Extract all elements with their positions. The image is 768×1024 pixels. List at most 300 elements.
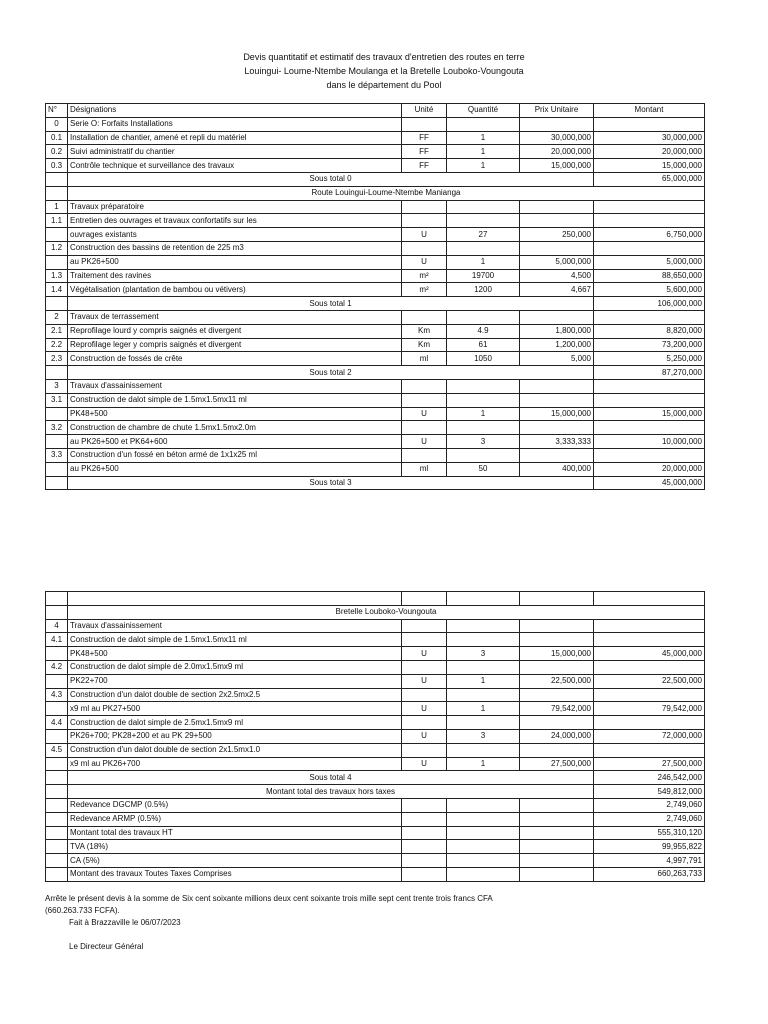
table-row — [46, 407, 705, 421]
amount-cell: 555,310,120 — [594, 826, 705, 840]
designation-cell: Construction de fossés de crête — [68, 352, 402, 366]
table-row — [46, 255, 705, 269]
empty-cell — [46, 366, 68, 380]
unit-price-cell: 79,542,000 — [520, 702, 594, 716]
quantity-cell: 1 — [447, 255, 520, 269]
empty-cell — [46, 297, 68, 311]
empty-cell — [46, 186, 68, 200]
item-number-cell — [46, 840, 68, 854]
table-row — [46, 352, 705, 366]
table-row — [46, 131, 705, 145]
designation-cell: Construction d'un dalot double de section 2x1.5mx1.0 — [68, 743, 402, 757]
item-number-cell: 0 — [46, 117, 68, 131]
title-line-1: Devis quantitatif et estimatif des travaux d'entretien des routes en terre — [243, 52, 525, 62]
amount-cell — [594, 633, 705, 647]
unit-cell — [402, 448, 447, 462]
unit-cell — [402, 241, 447, 255]
unit-cell — [402, 214, 447, 228]
amount-cell: 45,000,000 — [594, 647, 705, 661]
empty-cell — [46, 476, 68, 490]
item-number-cell: 3.3 — [46, 448, 68, 462]
amount-cell: 30,000,000 — [594, 131, 705, 145]
unit-price-cell: 4,500 — [520, 269, 594, 283]
designation-cell: PK26+700; PK28+200 et au PK 29+500 — [68, 729, 402, 743]
unit-cell: m² — [402, 269, 447, 283]
item-number-cell — [46, 435, 68, 449]
table-row — [46, 214, 705, 228]
subtotal-row — [46, 476, 705, 490]
amount-cell: 10,000,000 — [594, 435, 705, 449]
empty-cell — [447, 592, 520, 606]
document-title — [0, 50, 768, 92]
section-title-cell: Bretelle Louboko-Voungouta — [68, 605, 705, 619]
designation-cell: Reprofilage leger y compris saignés et divergent — [68, 338, 402, 352]
item-number-cell: 1 — [46, 200, 68, 214]
table-row — [46, 117, 705, 131]
unit-cell — [402, 117, 447, 131]
item-number-cell: 2 — [46, 310, 68, 324]
amount-cell: 2,749,060 — [594, 798, 705, 812]
section-header-row — [46, 186, 705, 200]
table-row — [46, 798, 705, 812]
designation-cell: PK22+700 — [68, 674, 402, 688]
table-row — [46, 462, 705, 476]
quantity-cell — [447, 840, 520, 854]
unit-price-cell: 1,200,000 — [520, 338, 594, 352]
item-number-cell: 3.2 — [46, 421, 68, 435]
empty-cell — [520, 592, 594, 606]
table-row — [46, 435, 705, 449]
unit-price-cell — [520, 840, 594, 854]
unit-cell — [402, 379, 447, 393]
quantity-cell — [447, 798, 520, 812]
amount-cell: 5,000,000 — [594, 255, 705, 269]
quantity-cell — [447, 716, 520, 730]
table-row — [46, 338, 705, 352]
item-number-cell: 1.1 — [46, 214, 68, 228]
designation-cell: Entretien des ouvrages et travaux confortatifs sur les — [68, 214, 402, 228]
amount-cell — [594, 688, 705, 702]
item-number-cell — [46, 674, 68, 688]
designation-cell: x9 ml au PK26+700 — [68, 757, 402, 771]
table-row — [46, 826, 705, 840]
quantity-cell — [447, 826, 520, 840]
signatory: Le Directeur Général — [69, 942, 144, 951]
unit-cell — [402, 812, 447, 826]
unit-price-cell — [520, 117, 594, 131]
table-row — [46, 729, 705, 743]
designation-cell: Travaux d'assainissement — [68, 379, 402, 393]
empty-cell — [46, 172, 68, 186]
quantity-cell: 50 — [447, 462, 520, 476]
quantity-cell — [447, 117, 520, 131]
unit-price-cell — [520, 310, 594, 324]
subtotal-amount-cell: 549,812,000 — [594, 785, 705, 799]
subtotal-row — [46, 366, 705, 380]
unit-cell — [402, 716, 447, 730]
unit-price-cell — [520, 379, 594, 393]
designation-cell: Construction de dalot simple de 1.5mx1.5mx11 ml — [68, 633, 402, 647]
quantity-cell — [447, 633, 520, 647]
subtotal-label-cell: Sous total 1 — [68, 297, 594, 311]
amount-cell: 79,542,000 — [594, 702, 705, 716]
quantity-cell: 27 — [447, 228, 520, 242]
section-title-cell: Route Louingui-Loume-Ntembe Manianga — [68, 186, 705, 200]
unit-price-cell — [520, 241, 594, 255]
unit-cell — [402, 393, 447, 407]
quantity-cell: 3 — [447, 729, 520, 743]
unit-cell: U — [402, 255, 447, 269]
unit-price-cell: 30,000,000 — [520, 131, 594, 145]
table-row — [46, 674, 705, 688]
quantity-cell — [447, 854, 520, 868]
quantity-cell — [447, 241, 520, 255]
amount-cell — [594, 241, 705, 255]
designation-cell: Construction de dalot simple de 2.5mx1.5mx9 ml — [68, 716, 402, 730]
table-row — [46, 702, 705, 716]
table-row — [46, 660, 705, 674]
empty-cell — [46, 771, 68, 785]
header-unit-price: Prix Unitaire — [520, 104, 594, 118]
table-row — [46, 379, 705, 393]
unit-price-cell — [520, 826, 594, 840]
subtotal-amount-cell: 45,000,000 — [594, 476, 705, 490]
header-amount: Montant — [594, 104, 705, 118]
item-number-cell: 1.3 — [46, 269, 68, 283]
amount-cell — [594, 310, 705, 324]
unit-price-cell — [520, 660, 594, 674]
table-row — [46, 867, 705, 881]
quantity-cell: 19700 — [447, 269, 520, 283]
unit-cell: U — [402, 407, 447, 421]
table-row — [46, 757, 705, 771]
amount-cell: 5,250,000 — [594, 352, 705, 366]
amount-cell — [594, 117, 705, 131]
designation-cell: Redevance DGCMP (0.5%) — [68, 798, 402, 812]
unit-price-cell: 15,000,000 — [520, 647, 594, 661]
unit-cell: FF — [402, 145, 447, 159]
item-number-cell — [46, 729, 68, 743]
designation-cell: PK48+500 — [68, 407, 402, 421]
quantity-cell — [447, 421, 520, 435]
item-number-cell — [46, 867, 68, 881]
designation-cell: CA (5%) — [68, 854, 402, 868]
amount-cell: 8,820,000 — [594, 324, 705, 338]
table-row — [46, 840, 705, 854]
unit-price-cell: 15,000,000 — [520, 159, 594, 173]
amount-cell: 22,500,000 — [594, 674, 705, 688]
amount-cell: 5,600,000 — [594, 283, 705, 297]
item-number-cell — [46, 798, 68, 812]
unit-price-cell: 22,500,000 — [520, 674, 594, 688]
unit-price-cell: 400,000 — [520, 462, 594, 476]
designation-cell: Travaux préparatoire — [68, 200, 402, 214]
subtotal-row — [46, 172, 705, 186]
amount-cell: 88,650,000 — [594, 269, 705, 283]
amount-cell: 20,000,000 — [594, 145, 705, 159]
unit-cell — [402, 619, 447, 633]
subtotal-label-cell: Sous total 0 — [68, 172, 594, 186]
subtotal-label-cell: Sous total 3 — [68, 476, 594, 490]
subtotal-amount-cell: 106,000,000 — [594, 297, 705, 311]
item-number-cell: 4 — [46, 619, 68, 633]
item-number-cell: 2.1 — [46, 324, 68, 338]
designation-cell: Suivi administratif du chantier — [68, 145, 402, 159]
designation-cell: Serie O: Forfaits Installations — [68, 117, 402, 131]
estimate-table-bretelle — [45, 591, 705, 882]
table-row — [46, 228, 705, 242]
unit-price-cell — [520, 200, 594, 214]
unit-price-cell: 4,667 — [520, 283, 594, 297]
subtotal-row — [46, 297, 705, 311]
table-row — [46, 421, 705, 435]
unit-cell: U — [402, 729, 447, 743]
table-row — [46, 145, 705, 159]
unit-cell: U — [402, 228, 447, 242]
header-unit: Unité — [402, 104, 447, 118]
item-number-cell — [46, 826, 68, 840]
designation-cell: Construction d'un fossé en béton armé de 1x1x25 ml — [68, 448, 402, 462]
place-and-date: Fait à Brazzaville le 06/07/2023 — [69, 918, 181, 927]
unit-cell: FF — [402, 131, 447, 145]
unit-price-cell — [520, 214, 594, 228]
quantity-cell — [447, 660, 520, 674]
unit-cell — [402, 633, 447, 647]
item-number-cell: 3 — [46, 379, 68, 393]
item-number-cell: 3.1 — [46, 393, 68, 407]
subtotal-label-cell: Sous total 2 — [68, 366, 594, 380]
unit-price-cell — [520, 688, 594, 702]
quantity-cell: 1 — [447, 407, 520, 421]
unit-price-cell: 3,333,333 — [520, 435, 594, 449]
item-number-cell: 0.3 — [46, 159, 68, 173]
table-row — [46, 633, 705, 647]
unit-price-cell: 250,000 — [520, 228, 594, 242]
designation-cell: Construction de dalot simple de 2.0mx1.5mx9 ml — [68, 660, 402, 674]
subtotal-label-cell: Sous total 4 — [68, 771, 594, 785]
designation-cell: TVA (18%) — [68, 840, 402, 854]
table-body — [46, 117, 705, 490]
designation-cell: x9 ml au PK27+500 — [68, 702, 402, 716]
item-number-cell — [46, 854, 68, 868]
item-number-cell — [46, 462, 68, 476]
designation-cell: Montant des travaux Toutes Taxes Comprises — [68, 867, 402, 881]
unit-cell: U — [402, 702, 447, 716]
header-designation: Désignations — [68, 104, 402, 118]
unit-price-cell — [520, 798, 594, 812]
closing-amount-figures: (660.263.733 FCFA). — [45, 906, 120, 915]
unit-cell — [402, 688, 447, 702]
designation-cell: au PK26+500 — [68, 462, 402, 476]
item-number-cell: 1.4 — [46, 283, 68, 297]
designation-cell: Montant total des travaux HT — [68, 826, 402, 840]
unit-price-cell — [520, 812, 594, 826]
unit-price-cell: 27,500,000 — [520, 757, 594, 771]
designation-cell: Travaux de terrassement — [68, 310, 402, 324]
quantity-cell — [447, 619, 520, 633]
quantity-cell: 3 — [447, 435, 520, 449]
designation-cell: Installation de chantier, amené et repli du matériel — [68, 131, 402, 145]
title-line-3: dans le département du Pool — [326, 80, 442, 90]
amount-cell — [594, 448, 705, 462]
designation-cell: Traitement des ravines — [68, 269, 402, 283]
quantity-cell — [447, 214, 520, 228]
unit-price-cell — [520, 867, 594, 881]
table-row — [46, 241, 705, 255]
quantity-cell: 61 — [447, 338, 520, 352]
unit-cell — [402, 200, 447, 214]
quantity-cell: 1 — [447, 757, 520, 771]
quantity-cell — [447, 812, 520, 826]
item-number-cell — [46, 812, 68, 826]
quantity-cell — [447, 379, 520, 393]
footer-closing-text — [45, 893, 493, 953]
designation-cell: ouvrages existants — [68, 228, 402, 242]
designation-cell: au PK26+500 — [68, 255, 402, 269]
table-row — [46, 812, 705, 826]
quantity-cell: 4.9 — [447, 324, 520, 338]
table-row — [46, 200, 705, 214]
empty-cell — [46, 592, 68, 606]
subtotal-amount-cell: 246,542,000 — [594, 771, 705, 785]
table-row — [46, 310, 705, 324]
item-number-cell: 0.2 — [46, 145, 68, 159]
quantity-cell: 3 — [447, 647, 520, 661]
amount-cell — [594, 200, 705, 214]
quantity-cell — [447, 310, 520, 324]
amount-cell — [594, 619, 705, 633]
amount-cell — [594, 214, 705, 228]
designation-cell: PK48+500 — [68, 647, 402, 661]
quantity-cell — [447, 393, 520, 407]
subtotal-row — [46, 785, 705, 799]
amount-cell: 6,750,000 — [594, 228, 705, 242]
unit-cell: U — [402, 757, 447, 771]
unit-price-cell — [520, 393, 594, 407]
unit-cell: U — [402, 647, 447, 661]
unit-price-cell — [520, 716, 594, 730]
item-number-cell — [46, 647, 68, 661]
unit-cell — [402, 840, 447, 854]
quantity-cell — [447, 743, 520, 757]
designation-cell: au PK26+500 et PK64+600 — [68, 435, 402, 449]
amount-cell — [594, 379, 705, 393]
quantity-cell — [447, 688, 520, 702]
amount-cell: 4,997,791 — [594, 854, 705, 868]
designation-cell: Travaux d'assainissement — [68, 619, 402, 633]
item-number-cell: 4.3 — [46, 688, 68, 702]
table-body — [46, 592, 705, 882]
amount-cell: 27,500,000 — [594, 757, 705, 771]
amount-cell — [594, 421, 705, 435]
item-number-cell — [46, 255, 68, 269]
table-row — [46, 324, 705, 338]
unit-cell: U — [402, 435, 447, 449]
section-header-row — [46, 605, 705, 619]
empty-cell — [46, 605, 68, 619]
amount-cell: 99,955,822 — [594, 840, 705, 854]
table-row — [46, 688, 705, 702]
blank-row — [46, 592, 705, 606]
table-row — [46, 283, 705, 297]
table-row — [46, 393, 705, 407]
item-number-cell: 4.2 — [46, 660, 68, 674]
empty-cell — [46, 785, 68, 799]
item-number-cell: 0.1 — [46, 131, 68, 145]
unit-price-cell: 15,000,000 — [520, 407, 594, 421]
unit-cell: FF — [402, 159, 447, 173]
table-row — [46, 619, 705, 633]
quantity-cell: 1200 — [447, 283, 520, 297]
unit-price-cell — [520, 619, 594, 633]
amount-cell — [594, 660, 705, 674]
unit-cell: U — [402, 674, 447, 688]
quantity-cell: 1 — [447, 702, 520, 716]
designation-cell: Contrôle technique et surveillance des travaux — [68, 159, 402, 173]
unit-cell — [402, 660, 447, 674]
subtotal-amount-cell: 87,270,000 — [594, 366, 705, 380]
unit-cell — [402, 867, 447, 881]
closing-amount-words: Arrête le présent devis à la somme de Six cent soixante millions deux cent soixante trois mille sept cent trente trois francs CFA — [45, 894, 493, 903]
amount-cell: 15,000,000 — [594, 407, 705, 421]
quantity-cell — [447, 448, 520, 462]
subtotal-label-cell: Montant total des travaux hors taxes — [68, 785, 594, 799]
item-number-cell: 4.4 — [46, 716, 68, 730]
designation-cell: Construction de chambre de chute 1.5mx1.5mx2.0m — [68, 421, 402, 435]
unit-price-cell: 5,000,000 — [520, 255, 594, 269]
unit-price-cell — [520, 421, 594, 435]
unit-cell: m² — [402, 283, 447, 297]
table-header-row — [46, 104, 705, 118]
item-number-cell: 2.2 — [46, 338, 68, 352]
empty-cell — [68, 592, 402, 606]
title-line-2: Louingui- Loume-Ntembe Moulanga et la Bretelle Louboko-Voungouta — [244, 66, 524, 76]
unit-cell — [402, 826, 447, 840]
unit-cell — [402, 421, 447, 435]
unit-cell — [402, 743, 447, 757]
amount-cell: 20,000,000 — [594, 462, 705, 476]
amount-cell — [594, 743, 705, 757]
quantity-cell — [447, 867, 520, 881]
table-row — [46, 269, 705, 283]
quantity-cell — [447, 200, 520, 214]
amount-cell: 73,200,000 — [594, 338, 705, 352]
unit-price-cell — [520, 448, 594, 462]
unit-price-cell — [520, 633, 594, 647]
table-row — [46, 448, 705, 462]
designation-cell: Reprofilage lourd y compris saignés et divergent — [68, 324, 402, 338]
empty-cell — [594, 592, 705, 606]
unit-cell — [402, 310, 447, 324]
table-row — [46, 716, 705, 730]
item-number-cell — [46, 757, 68, 771]
table-row — [46, 647, 705, 661]
subtotal-amount-cell: 65,000,000 — [594, 172, 705, 186]
unit-cell: ml — [402, 462, 447, 476]
designation-cell: Construction de dalot simple de 1.5mx1.5mx11 ml — [68, 393, 402, 407]
unit-price-cell — [520, 743, 594, 757]
header-quantity: Quantité — [447, 104, 520, 118]
amount-cell — [594, 393, 705, 407]
amount-cell: 2,749,060 — [594, 812, 705, 826]
item-number-cell — [46, 407, 68, 421]
unit-price-cell — [520, 854, 594, 868]
unit-cell: Km — [402, 324, 447, 338]
unit-cell — [402, 854, 447, 868]
estimate-table-route — [45, 103, 705, 490]
header-number: N° — [46, 104, 68, 118]
unit-cell — [402, 798, 447, 812]
